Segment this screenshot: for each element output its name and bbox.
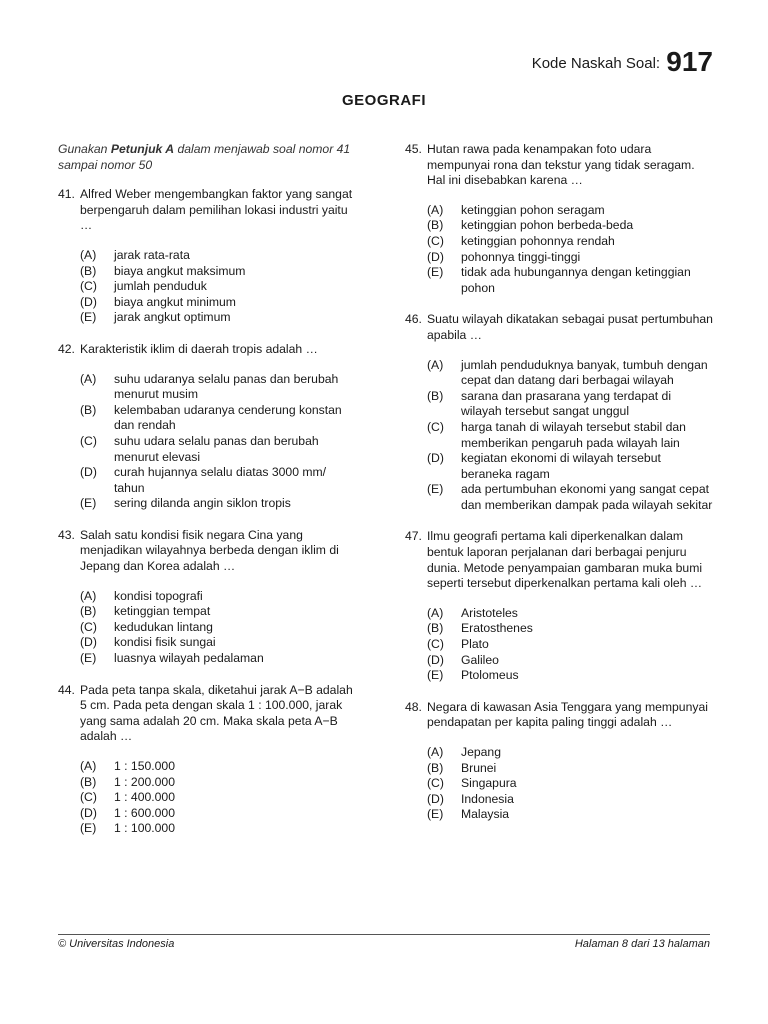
option-letter: (D) — [427, 652, 444, 667]
option-letter: (A) — [80, 759, 97, 773]
answer-option — [427, 250, 715, 266]
exam-code-label: Kode Naskah Soal: — [531, 55, 661, 72]
answer-option — [80, 434, 358, 465]
answer-option — [80, 310, 358, 326]
option-letter: (A) — [427, 357, 444, 372]
option-text: kondisi fisik sungai — [114, 635, 216, 650]
option-letter: (C) — [80, 619, 97, 634]
option-text: 1 : 400.000 — [114, 790, 175, 805]
question-number: 45. — [405, 142, 422, 156]
option-text: biaya angkut minimum — [114, 294, 236, 309]
option-text: jumlah penduduk — [114, 279, 207, 294]
question-number: 41. — [58, 187, 75, 202]
option-letter: (D) — [427, 791, 444, 806]
option-letter: (D) — [80, 465, 97, 480]
option-text: Aristoteles — [461, 605, 518, 620]
option-letter: (E) — [427, 482, 444, 497]
option-text: suhu udaranya selalu panas dan berubah menurut musim — [114, 371, 339, 402]
option-text: Ptolomeus — [461, 668, 519, 683]
option-letter: (C) — [80, 279, 97, 294]
question — [58, 342, 358, 512]
answer-option — [427, 637, 715, 653]
option-letter: (B) — [427, 760, 444, 775]
answer-option — [427, 203, 715, 219]
question-text: Ilmu geografi pertama kali diperkenalkan dalam bentuk laporan perjalanan dari berbagai penjuru dunia. Metode penyampaian gambaran muka bumi seperti tersebut diperkenalkan pertama kali oleh … — [427, 529, 703, 591]
answer-option — [80, 496, 358, 512]
instruction-emphasis: Petunjuk A — [110, 142, 175, 156]
answer-option — [427, 234, 715, 250]
option-letter: (B) — [427, 218, 444, 233]
answer-option — [427, 420, 715, 451]
option-text: Malaysia — [461, 807, 510, 822]
option-text: biaya angkut maksimum — [114, 263, 246, 278]
question-text: Suatu wilayah dikatakan sebagai pusat pertumbuhan apabila … — [427, 312, 713, 342]
option-text: kelembaban udaranya cenderung konstan dan rendah — [114, 402, 342, 433]
answer-option — [427, 792, 715, 808]
option-letter: (E) — [80, 651, 97, 666]
option-text: luasnya wilayah pedalaman — [114, 651, 264, 666]
answer-option — [427, 451, 715, 482]
option-text: 1 : 100.000 — [114, 821, 175, 836]
option-text: jarak angkut optimum — [114, 310, 231, 325]
answer-option — [427, 218, 715, 234]
option-letter: (B) — [427, 388, 444, 403]
option-letter: (B) — [80, 774, 97, 789]
question — [405, 529, 715, 683]
answer-option — [80, 372, 358, 403]
option-letter: (C) — [427, 233, 444, 248]
option-text: sering dilanda angin siklon tropis — [114, 496, 291, 511]
option-letter: (C) — [427, 419, 444, 434]
answer-option — [80, 620, 358, 636]
option-text: Eratosthenes — [461, 621, 533, 636]
answer-option — [427, 389, 715, 420]
answer-option — [80, 295, 358, 311]
answer-option — [80, 790, 358, 806]
option-letter: (A) — [80, 247, 97, 262]
footer-divider — [58, 934, 710, 935]
option-text: 1 : 600.000 — [114, 805, 175, 820]
answer-option — [80, 589, 358, 605]
option-letter: (D) — [80, 805, 97, 820]
question — [405, 700, 715, 823]
option-letter: (D) — [80, 635, 97, 650]
answer-option — [80, 651, 358, 667]
answer-option — [80, 821, 358, 837]
question-number: 47. — [405, 529, 422, 544]
exam-code-number: 917 — [666, 46, 713, 77]
question-text: Hutan rawa pada kenampakan foto udara mempunyai rona dan tekstur yang tidak seragam. Hal ini disebabkan karena … — [427, 142, 695, 188]
answer-option — [427, 653, 715, 669]
option-letter: (B) — [427, 621, 444, 636]
answer-option — [427, 807, 715, 823]
question — [58, 683, 358, 837]
answer-option — [427, 621, 715, 637]
answer-option — [80, 775, 358, 791]
answer-option — [80, 279, 358, 295]
right-column — [405, 142, 715, 839]
question-number: 43. — [58, 527, 75, 542]
option-letter: (E) — [80, 496, 97, 511]
option-text: Jepang — [461, 745, 501, 759]
option-letter: (A) — [80, 588, 97, 603]
question — [58, 187, 358, 326]
option-text: Singapura — [461, 776, 517, 791]
question-number: 44. — [58, 682, 75, 697]
option-text: Brunei — [461, 760, 497, 775]
option-text: curah hujannya selalu diatas 3000 mm/ tahun — [114, 465, 327, 495]
option-text: Indonesia — [461, 791, 514, 806]
option-text: Galileo — [461, 652, 499, 667]
option-letter: (B) — [80, 402, 97, 417]
option-letter: (C) — [427, 637, 444, 652]
option-text: ada pertumbuhan ekonomi yang sangat cepat dan memberikan dampak pada wilayah sekitar — [461, 482, 713, 512]
option-letter: (E) — [427, 265, 444, 280]
option-text: ketinggian pohonnya rendah — [461, 233, 615, 248]
question — [405, 142, 715, 296]
option-letter: (C) — [80, 790, 97, 805]
answer-option — [80, 759, 358, 775]
option-text: kondisi topografi — [114, 588, 203, 603]
option-letter: (D) — [80, 294, 97, 309]
page-title: GEOGRAFI — [341, 92, 426, 109]
answer-option — [427, 761, 715, 777]
answer-option — [427, 776, 715, 792]
instruction: Gunakan Petunjuk A dalam menjawab soal nomor 41 sampai nomor 50 — [58, 142, 351, 172]
answer-option — [80, 806, 358, 822]
option-text: kegiatan ekonomi di wilayah tersebut beraneka ragam — [461, 451, 661, 481]
option-letter: (E) — [80, 310, 97, 325]
answer-option — [80, 264, 358, 280]
question-number: 48. — [405, 699, 422, 714]
footer-page-number: Halaman 8 dari 13 halaman — [574, 938, 710, 950]
question-text: Karakteristik iklim di daerah tropis adalah … — [80, 341, 318, 356]
option-text: tidak ada hubungannya dengan ketinggian pohon — [461, 265, 691, 295]
answer-option — [427, 482, 715, 513]
exam-code — [532, 46, 713, 78]
left-column — [58, 142, 358, 853]
option-text: 1 : 150.000 — [114, 759, 175, 773]
answer-option — [80, 248, 358, 264]
option-text: ketinggian tempat — [114, 604, 211, 619]
option-text: Plato — [461, 637, 489, 652]
option-text: sarana dan prasarana yang terdapat di wilayah tersebut sangat unggul — [461, 388, 672, 419]
option-letter: (A) — [427, 605, 444, 620]
answer-option — [427, 265, 715, 296]
answer-option — [427, 745, 715, 761]
option-text: suhu udara selalu panas dan berubah menurut elevasi — [114, 433, 319, 464]
option-letter: (B) — [80, 604, 97, 619]
option-letter: (E) — [80, 821, 97, 836]
option-text: ketinggian pohon seragam — [461, 202, 605, 217]
answer-option — [427, 606, 715, 622]
question-number: 46. — [405, 312, 422, 327]
option-text: jumlah penduduknya banyak, tumbuh dengan cepat dan datang dari berbagai wilayah — [461, 357, 708, 388]
answer-option — [80, 635, 358, 651]
option-text: harga tanah di wilayah tersebut stabil dan memberikan pengaruh pada wilayah lain — [461, 419, 686, 450]
question-text: Negara di kawasan Asia Tenggara yang mempunyai pendapatan per kapita paling tinggi adalah … — [427, 699, 708, 730]
answer-option — [427, 358, 715, 389]
option-letter: (E) — [427, 807, 444, 822]
answer-option — [80, 604, 358, 620]
question — [405, 312, 715, 513]
answer-option — [80, 403, 358, 434]
footer-copyright: © Universitas Indonesia — [58, 938, 175, 950]
question-text: Alfred Weber mengembangkan faktor yang sangat berpengaruh dalam pemilihan lokasi industri yaitu … — [80, 187, 353, 233]
question-text: Pada peta tanpa skala, diketahui jarak A−B adalah 5 cm. Pada peta dengan skala 1 : 100.000, jarak yang sama adalah 20 cm. Maka skala peta A−B adalah … — [80, 682, 353, 744]
option-text: jarak rata-rata — [114, 247, 190, 262]
option-letter: (A) — [80, 371, 97, 386]
option-letter: (E) — [427, 668, 444, 683]
option-text: pohonnya tinggi-tinggi — [461, 249, 581, 264]
option-text: kedudukan lintang — [114, 619, 213, 634]
option-letter: (B) — [80, 263, 97, 278]
question-text: Salah satu kondisi fisik negara Cina yang menjadikan wilayahnya berbeda dengan iklim di Jepang dan Korea adalah … — [80, 527, 339, 574]
option-letter: (A) — [427, 745, 444, 759]
option-letter: (C) — [80, 433, 97, 448]
option-text: 1 : 200.000 — [114, 774, 175, 789]
option-text: ketinggian pohon berbeda-beda — [461, 218, 634, 233]
answer-option — [427, 668, 715, 684]
option-letter: (A) — [427, 202, 444, 217]
question — [58, 528, 358, 667]
answer-option — [80, 465, 358, 496]
option-letter: (C) — [427, 776, 444, 791]
option-letter: (D) — [427, 249, 444, 264]
question-number: 42. — [58, 341, 75, 356]
option-letter: (D) — [427, 451, 444, 466]
